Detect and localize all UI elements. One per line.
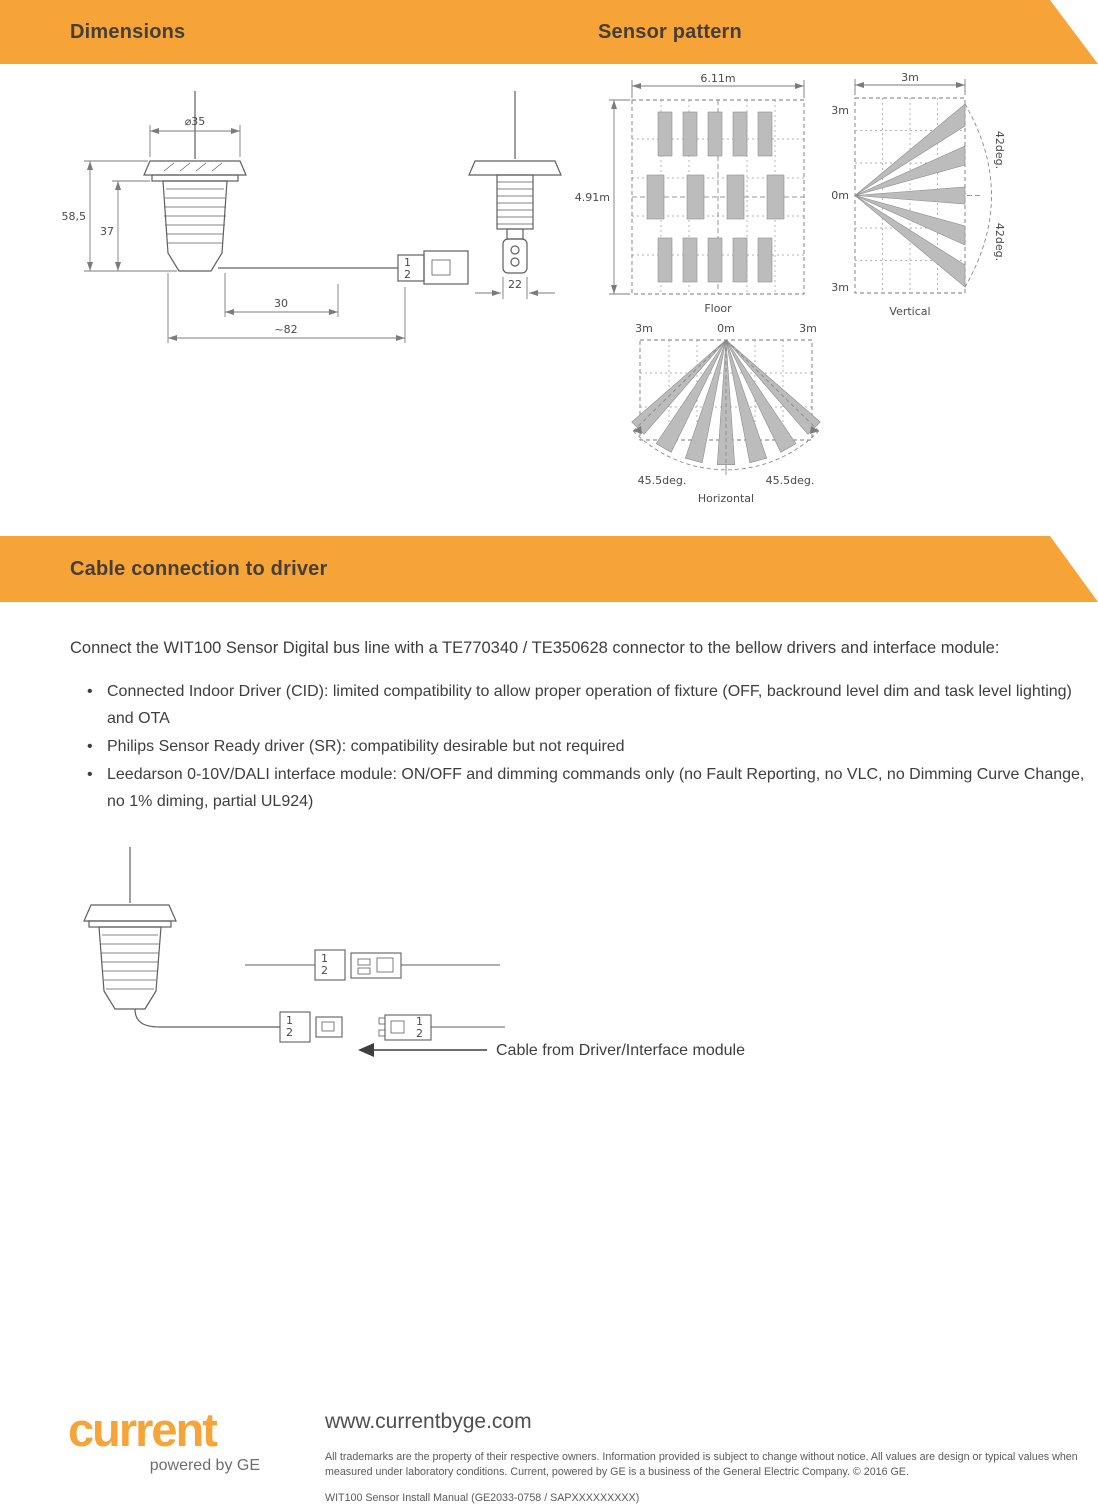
bullet-item-leedarson bbox=[85, 761, 1085, 815]
bullet-item-cid bbox=[85, 678, 1085, 732]
horizontal-right-label: 3m bbox=[799, 322, 817, 335]
driver-pin2-label: 2 bbox=[416, 1027, 423, 1040]
floor-depth-label: 4.91m bbox=[575, 191, 610, 204]
vertical-bottom-label: 3m bbox=[831, 281, 849, 294]
floor-width-label: 6.11m bbox=[700, 72, 736, 85]
upper-pin2-label: 2 bbox=[321, 964, 328, 977]
vertical-middle-label: 0m bbox=[831, 189, 849, 202]
driver-cable-arrow bbox=[358, 1043, 487, 1057]
cable-connection-title: Cable connection to driver bbox=[70, 557, 328, 580]
bullet-text: Philips Sensor Ready driver (SR): compatibility desirable but not required bbox=[107, 738, 625, 755]
dim-overall-length-label: ~82 bbox=[274, 323, 298, 336]
cable-intro-text: Connect the WIT100 Sensor Digital bus line with a TE770340 / TE350628 connector to the bellow drivers and interface module: bbox=[70, 639, 1000, 657]
driver-pin1-label: 1 bbox=[416, 1015, 423, 1028]
connector-pin2-label: 2 bbox=[404, 268, 411, 281]
horizontal-center-label: 0m bbox=[717, 322, 735, 335]
dim-body-height-label: 37 bbox=[100, 225, 114, 238]
side-view-dimensions bbox=[84, 125, 405, 343]
document-reference: WIT100 Sensor Install Manual (GE2033-0758 / SAPXXXXXXXXX) bbox=[325, 1492, 640, 1504]
floor-pattern-drawing bbox=[575, 72, 820, 322]
cable-sensor bbox=[84, 847, 280, 1027]
upper-pin1-label: 1 bbox=[321, 952, 328, 965]
vertical-pattern-drawing bbox=[820, 70, 1090, 322]
dim-cable-offset-label: 30 bbox=[274, 297, 288, 310]
legal-text: All trademarks are the property of their respective owners. Information provided is subject to change without notice. All values are design or typical values when measured under laboratory conditions. Current, powered by GE is a business of the General Electric Company. © 2016 GE. bbox=[325, 1451, 1078, 1478]
vertical-top-label: 3m bbox=[831, 104, 849, 117]
brand-logo bbox=[68, 1403, 260, 1475]
website-link[interactable]: www.currentbyge.com bbox=[325, 1410, 532, 1433]
dim-front-width-label: 22 bbox=[508, 278, 522, 291]
bullet-item-philips bbox=[85, 733, 1085, 760]
lower-pin1-label: 1 bbox=[286, 1014, 293, 1027]
horizontal-pattern-drawing bbox=[600, 318, 850, 508]
vertical-angle-lower-label: 42deg. bbox=[993, 222, 1006, 262]
bullet-text: Leedarson 0-10V/DALI interface module: ON/OFF and dimming commands only (no Fault Reporting, no VLC, no Dimming Curve Change, no 1% diming, partial UL924) bbox=[107, 766, 1085, 810]
sensor-pattern-title: Sensor pattern bbox=[598, 20, 742, 43]
cable-assembly-lower bbox=[280, 1012, 505, 1042]
dim-overall-height-label: 58,5 bbox=[61, 210, 86, 223]
vertical-angle-upper-label: 42deg. bbox=[993, 130, 1006, 170]
horizontal-angle-left-label: 45.5deg. bbox=[637, 474, 687, 487]
horizontal-angle-right-label: 45.5deg. bbox=[765, 474, 815, 487]
floor-caption: Floor bbox=[704, 302, 732, 315]
dim-diameter-label: ⌀35 bbox=[184, 115, 206, 128]
logo-wordmark: current bbox=[68, 1403, 216, 1456]
vertical-width-label: 3m bbox=[901, 71, 919, 84]
bullet-text: Connected Indoor Driver (CID): limited compatibility to allow proper operation of fixture (OFF, backround level dim and task level lighting) and OTA bbox=[107, 683, 1072, 727]
logo-tagline: powered by GE bbox=[149, 1457, 260, 1474]
connector-pin1-label: 1 bbox=[404, 256, 411, 269]
lower-pin2-label: 2 bbox=[286, 1026, 293, 1039]
dimensions-title: Dimensions bbox=[70, 20, 186, 43]
horizontal-caption: Horizontal bbox=[697, 492, 755, 505]
cable-diagram-label: Cable from Driver/Interface module bbox=[496, 1042, 745, 1059]
cable-connection-drawing bbox=[75, 843, 580, 1058]
horizontal-left-label: 3m bbox=[635, 322, 653, 335]
driver-compatibility-list bbox=[85, 678, 1085, 816]
vertical-caption: Vertical bbox=[889, 305, 931, 318]
sensor-front-view bbox=[469, 91, 561, 273]
cable-assembly-upper bbox=[245, 950, 500, 980]
dimensions-drawing bbox=[60, 85, 570, 385]
